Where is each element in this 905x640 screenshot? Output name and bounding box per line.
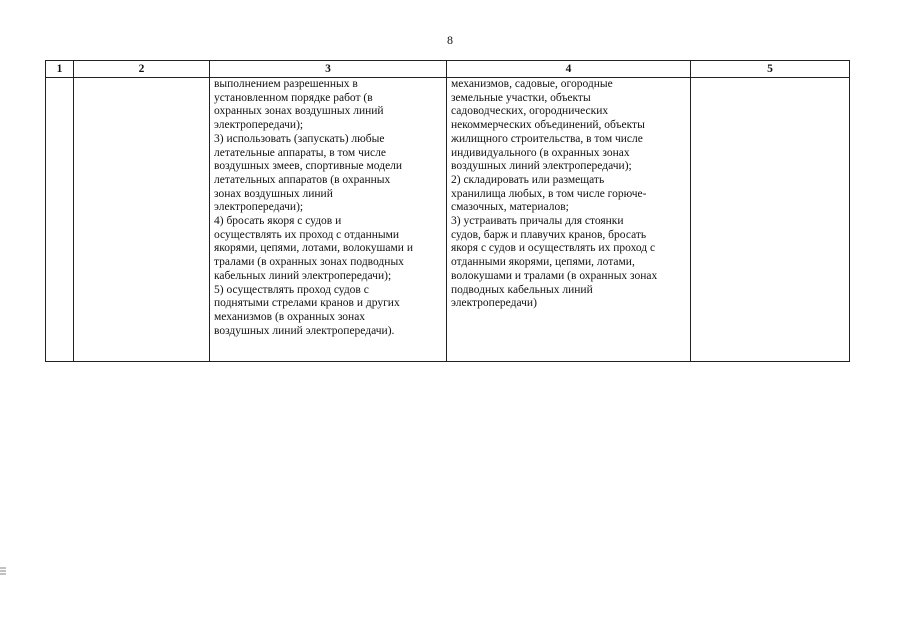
- cell-text-line: тралами (в охранных зонах подводных: [214, 256, 404, 269]
- cell-text-line: якоря с судов и осуществлять их проход с: [451, 242, 656, 255]
- cell-text-line: выполнением разрешенных в: [214, 78, 358, 90]
- cell-text-line: летательных аппаратов (в охранных: [214, 173, 391, 186]
- cell-text-line: воздушных линий электропередачи).: [214, 324, 395, 337]
- cell-text-line: 5) осуществлять проход судов с: [214, 283, 369, 296]
- table-cell-col5: [691, 78, 850, 362]
- cell-text-line: волокушами и тралами (в охранных зонах: [451, 269, 658, 282]
- column-header-2: 2: [74, 61, 210, 78]
- column-header-1: 1: [46, 61, 74, 78]
- document-table: [45, 60, 850, 362]
- cell-text-line: 3) устраивать причалы для стоянки: [451, 215, 624, 228]
- column-header-5: 5: [691, 61, 850, 78]
- column-header-3: 3: [210, 61, 447, 78]
- cell-text-line: осуществлять их проход с отданными: [214, 228, 400, 241]
- cell-text-line: судов, барж и плавучих кранов, бросать: [451, 228, 647, 241]
- cell-text-line: некоммерческих объединений, объекты: [451, 119, 645, 132]
- cell-text-line: электропередачи);: [214, 119, 304, 132]
- cell-text-line: поднятыми стрелами кранов и других: [214, 297, 400, 310]
- margin-scan-mark: [0, 566, 6, 578]
- cell-text-line: 2) складировать или размещать: [451, 173, 605, 186]
- table-cell-col3: [210, 78, 447, 362]
- cell-text-line: 4) бросать якоря с судов и: [214, 215, 342, 228]
- cell-text-line: хранилища любых, в том числе горюче-: [451, 187, 647, 200]
- cell-text-line: электропередачи): [451, 297, 537, 310]
- cell-text-line: охранных зонах воздушных линий: [214, 105, 384, 118]
- cell-text-line: индивидуального (в охранных зонах: [451, 146, 630, 159]
- cell-text-line: садоводческих, огороднических: [451, 105, 609, 118]
- cell-text-line: якорями, цепями, лотами, волокушами и: [214, 242, 413, 255]
- cell-text-line: подводных кабельных линий: [451, 283, 593, 296]
- cell-text-line: электропередачи);: [214, 201, 304, 214]
- column-header-4: 4: [447, 61, 691, 78]
- cell-text-line: механизмов (в охранных зонах: [214, 310, 366, 323]
- cell-text-line: воздушных змеев, спортивные модели: [214, 160, 403, 173]
- table-header-row: [46, 61, 850, 78]
- page-number: 8: [447, 33, 453, 47]
- table-row: [46, 78, 850, 362]
- table-cell-col2: [74, 78, 210, 362]
- cell-text-line: земельные участки, объекты: [451, 91, 591, 104]
- table-cell-col1: [46, 78, 74, 362]
- table-cell-col4: [447, 78, 691, 362]
- cell-text-line: жилищного строительства, в том числе: [451, 132, 643, 145]
- cell-text-line: смазочных, материалов;: [451, 201, 569, 214]
- cell-text-line: 3) использовать (запускать) любые: [214, 132, 385, 145]
- cell-text-line: воздушных линий электропередачи);: [451, 160, 632, 173]
- cell-text-line: отданными якорями, цепями, лотами,: [451, 256, 635, 269]
- cell-text-line: установленном порядке работ (в: [214, 91, 373, 104]
- cell-text-line: механизмов, садовые, огородные: [451, 78, 613, 90]
- cell-text-line: летательные аппараты, в том числе: [214, 146, 386, 159]
- cell-text-line: зонах воздушных линий: [214, 187, 333, 200]
- cell-text-line: кабельных линий электропередачи);: [214, 269, 392, 282]
